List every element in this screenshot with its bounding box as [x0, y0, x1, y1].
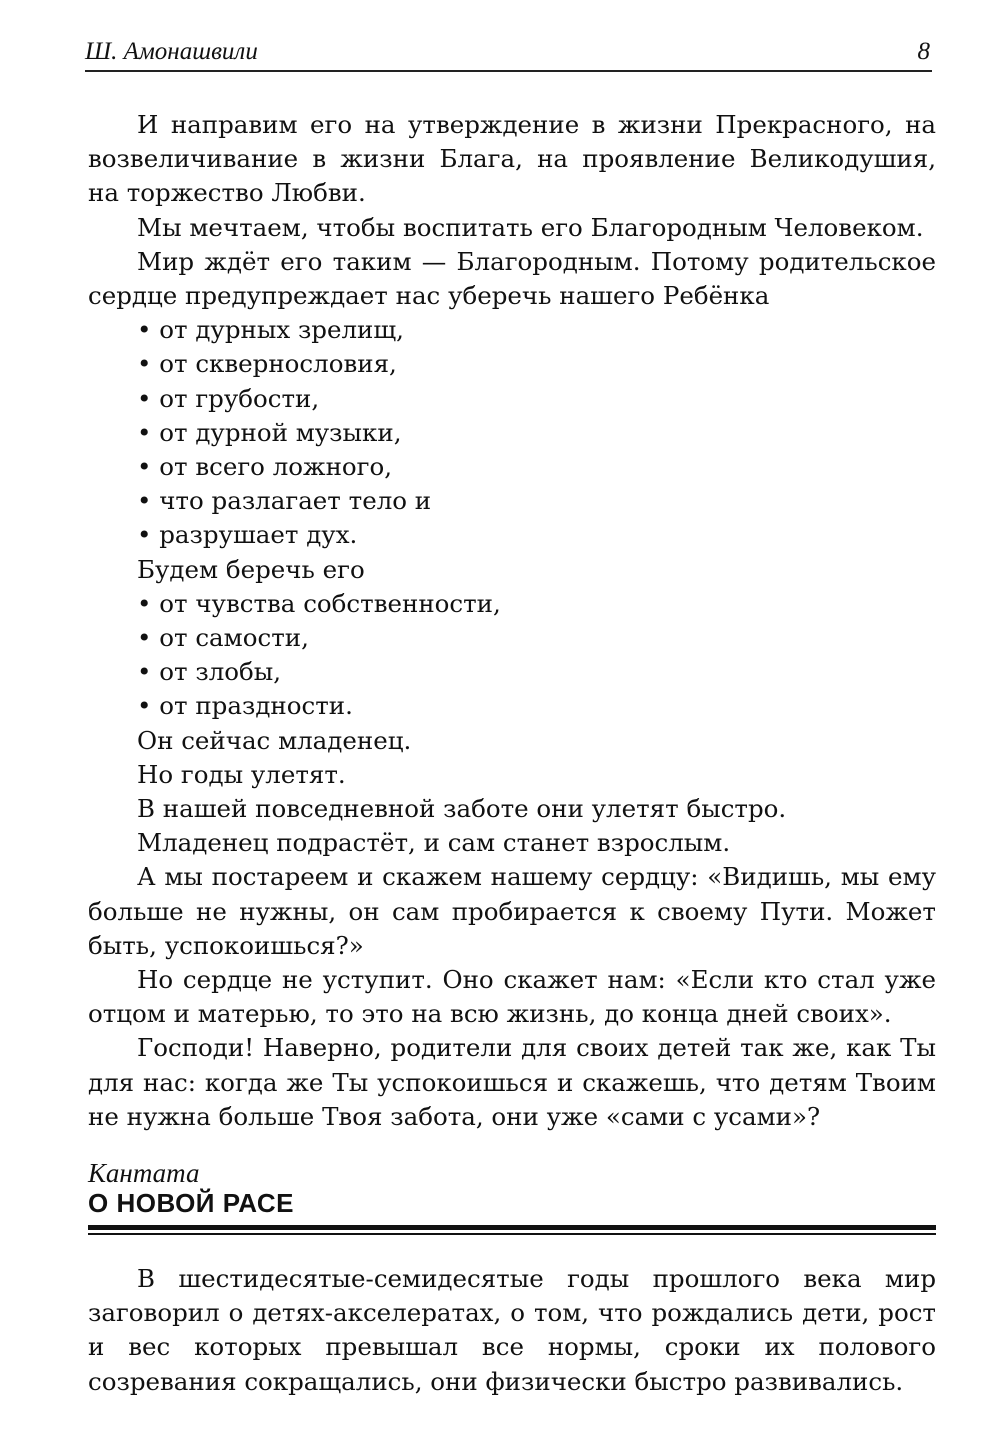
list-item: • от сквернословия, [137, 349, 397, 379]
paragraph-6: Господи! Наверно, родители для своих детей так же, как Ты для нас: когда же Ты успокоишься и скажешь, что детям Твоим не нужна больше Твоя забота, они уже «сами с усами»? [88, 1033, 936, 1131]
section-title: О НОВОЙ РАСЕ [88, 1188, 295, 1218]
paragraph-3: Мир ждёт его таким — Благородным. Потому родительское сердце предупреждает нас уберечь нашего Ребёнка [88, 246, 936, 311]
text-line: Младенец подрастёт, и сам станет взрослым. [137, 828, 731, 858]
list-item: • от грубости, [137, 383, 320, 413]
text-line: Он сейчас младенец. [137, 725, 412, 755]
list-item: • от всего ложного, [137, 452, 393, 482]
list-item: • разрушает дух. [137, 520, 358, 550]
paragraph-5: Но сердце не уступит. Оно скажет нам: «Если кто стал уже отцом и матерью, то это на всю жизнь, до конца дней своих». [88, 965, 936, 1029]
main-text [88, 108, 936, 1134]
section-kicker: Кантата [88, 1158, 200, 1188]
paragraph-1: И направим его на утверждение в жизни Прекрасного, на возвеличивание в жизни Блага, на проявление Великодушия, на торжество Любви. [88, 110, 936, 208]
paragraph-4: А мы постареем и скажем нашему сердцу: «Видишь, мы ему больше не нужны, он сам пробирается к своему Пути. Может быть, успокоишься?» [88, 862, 936, 960]
bullet-list-1 [88, 313, 936, 552]
section-text [88, 1262, 936, 1399]
text-line: В нашей повседневной заботе они улетят быстро. [137, 794, 787, 824]
header-author: Ш. Амонашвили [85, 38, 258, 65]
section-rule-thin [88, 1233, 936, 1235]
list-item: • от дурной музыки, [137, 417, 402, 447]
paragraph-2: Мы мечтаем, чтобы воспитать его Благородным Человеком. [137, 212, 924, 242]
list-item: • от праздности. [137, 691, 353, 721]
list-item: • от чувства собственности, [137, 588, 501, 618]
list-item: • от самости, [137, 623, 309, 653]
list-lead: Будем беречь его [137, 554, 365, 584]
bullet-list-2 [88, 587, 936, 724]
running-header [85, 34, 932, 72]
list-item: • от злобы, [137, 657, 282, 687]
text-line: Но годы улетят. [137, 759, 346, 789]
page-number: 8 [917, 38, 930, 65]
list-item: • от дурных зрелищ, [137, 315, 404, 345]
section-paragraph-1: В шестидесятые-семидесятые годы прошлого века мир заговорил о детях-акселератах, о том, что рождались дети, рост и вес которых превышал все нормы, сроки их полового созревания сокращались, они физически быстро развивались. [88, 1264, 936, 1396]
section-rule-thick [88, 1225, 936, 1230]
list-item: • что разлагает тело и [137, 486, 432, 516]
